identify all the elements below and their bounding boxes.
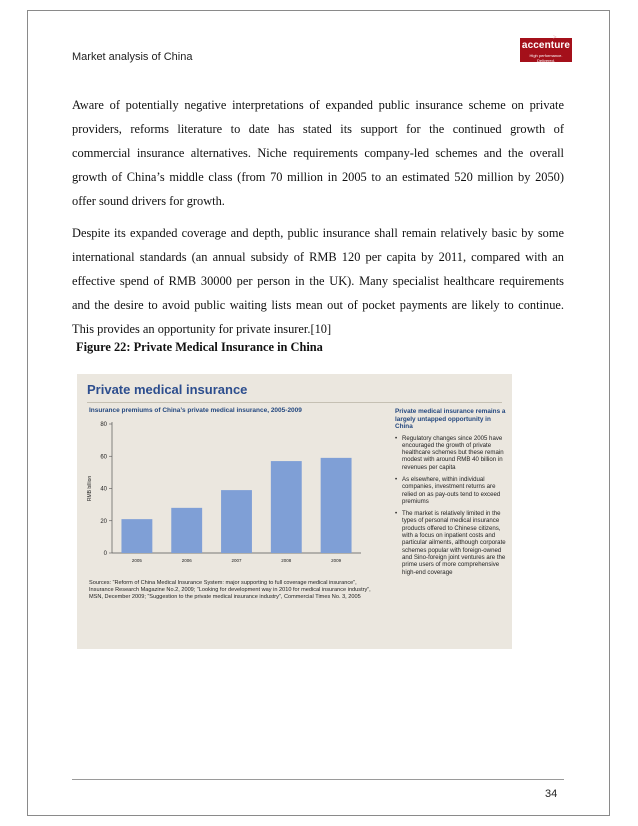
y-tick-label: 0 <box>103 551 107 557</box>
y-tick-label: 40 <box>100 486 107 493</box>
paragraph-1 <box>72 93 564 213</box>
logo-mark: > <box>553 35 557 41</box>
bar-2007 <box>221 490 252 553</box>
paragraph-line: This provides an opportunity for private insurer.[10] <box>72 322 332 336</box>
header-title: Market analysis of China <box>72 51 193 63</box>
paragraph-2 <box>72 221 564 341</box>
figure-panel <box>77 374 512 649</box>
paragraph-line: Aware of potentially negative interpretations of expanded public insurance scheme on private <box>72 98 564 112</box>
figure-caption: Figure 22: Private Medical Insurance in China <box>76 340 323 354</box>
paragraph-line: effective spend of RMB 30000 per person in the UK). Many specialist healthcare requirements <box>72 274 564 288</box>
figure-sidebar <box>395 408 507 581</box>
y-tick-label: 60 <box>100 454 107 461</box>
y-tick-label: 20 <box>100 518 107 525</box>
footer-rule <box>72 779 564 780</box>
bar-2005 <box>121 519 152 553</box>
paragraph-line: commercial insurance alternatives. Niche requirements company-led schemes and the overall <box>72 146 564 160</box>
y-tick-label: 80 <box>100 422 107 428</box>
bar-2006 <box>171 508 202 553</box>
x-tick-label: 2008 <box>281 558 292 563</box>
paragraph-line: providers, reforms literature to date has stated its support for the continued growth of <box>72 122 564 136</box>
logo-tagline: High performance. Delivered. <box>529 53 563 63</box>
sidebar-bullet: • Regulatory changes since 2005 have encouraged the growth of private healthcare schemes but these remain modest with around RMB 40 billion in revenues per capita <box>395 435 507 471</box>
y-axis-label: RMB billion <box>87 475 93 502</box>
bar-chart <box>81 418 371 570</box>
figure-sources: Sources: “Reform of China Medical Insurance System: major supporting to full coverage medical insurance”, Insurance Research Magazine No.2, 2009; “Looking for development way in 2010 for medical insurance industry”, MSN, December 2009; “Suggestion to the private medical insurance industry”, Commercial Times No. 3, 2005 <box>89 580 371 601</box>
sidebar-title: Private medical insurance remains a largely untapped opportunity in China <box>395 408 506 430</box>
accenture-logo <box>520 35 572 63</box>
bar-2009 <box>321 458 352 553</box>
page-number: 34 <box>545 788 558 800</box>
logo-text: accenture <box>521 40 571 51</box>
paragraph-line: and the desire to avoid public waiting lists mean out of pocket payments are likely to continue. <box>72 298 564 312</box>
figure-title: Private medical insurance <box>87 382 248 397</box>
sidebar-bullet: • As elsewhere, within individual companies, investment returns are relied on as pay-outs tend to exceed premiums <box>395 476 507 505</box>
x-tick-label: 2005 <box>131 558 142 563</box>
bar-2008 <box>271 461 302 553</box>
x-tick-label: 2006 <box>181 558 192 563</box>
sidebar-bullet: • The market is relatively limited in the types of personal medical insurance products offered to Chinese citizens, with a focus on inpatient costs and particular ailments, although corporate schemes popular with foreign-owned and Sino-foreign joint ventures are the prime users of more comprehensive high-end coverage <box>395 510 507 576</box>
chart-title: Insurance premiums of China’s private medical insurance, 2005-2009 <box>89 407 302 414</box>
figure-divider <box>87 402 502 403</box>
paragraph-line: Despite its expanded coverage and depth, public insurance shall remain relatively basic by some <box>72 226 564 240</box>
paragraph-line: offer sound drivers for growth. <box>72 194 225 208</box>
x-tick-label: 2007 <box>231 558 242 563</box>
paragraph-line: growth of China’s middle class (from 70 million in 2005 to an estimated 520 million by 2050) <box>72 170 564 184</box>
paragraph-line: international standards (an annual subsidy of RMB 120 per capita by 2011, compared with an <box>72 250 564 264</box>
x-tick-label: 2009 <box>331 558 342 563</box>
